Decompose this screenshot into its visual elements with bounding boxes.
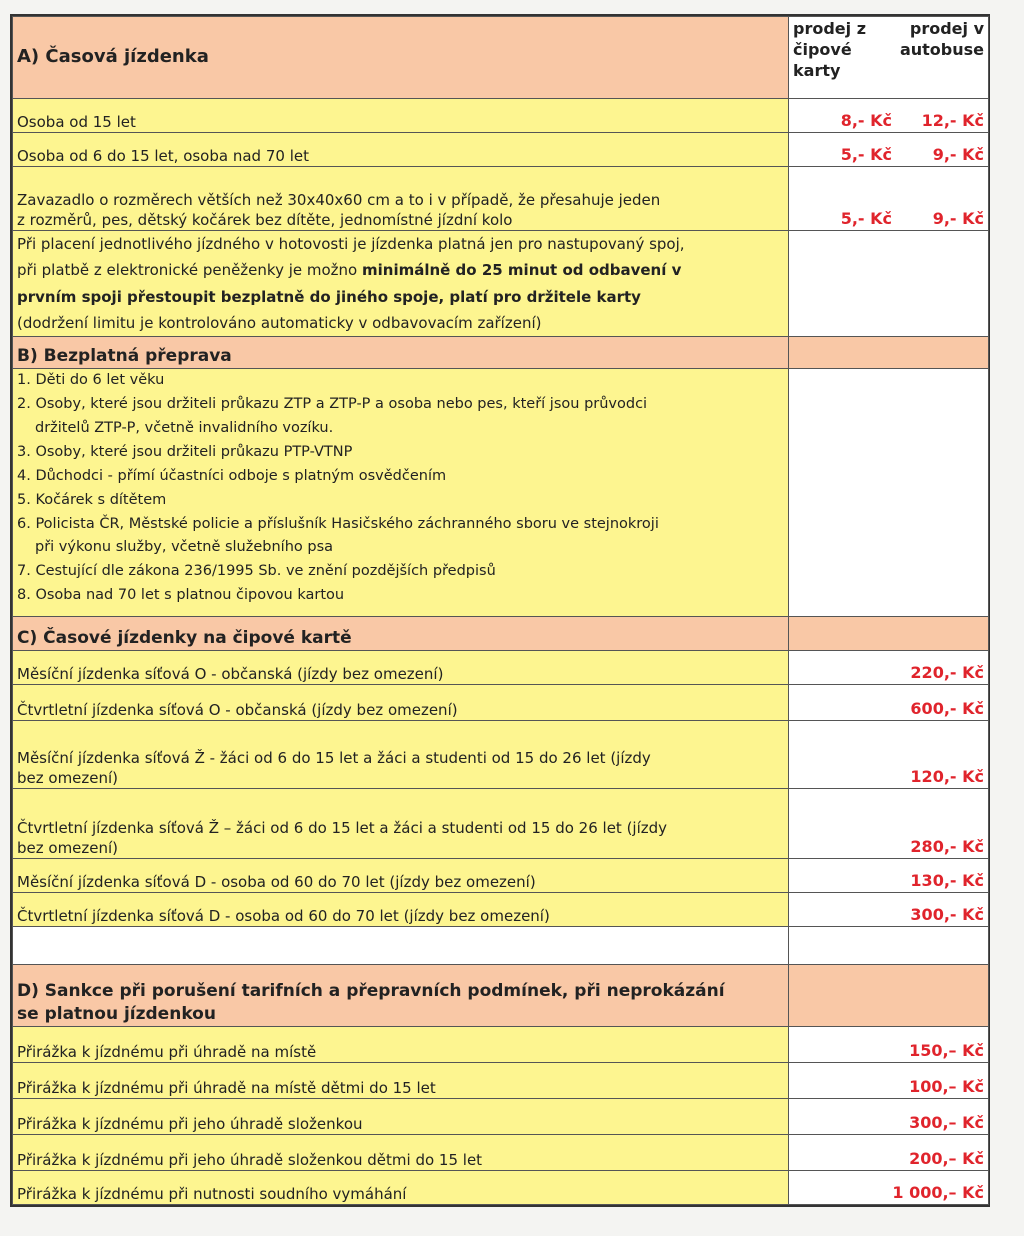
note-line: [17, 257, 784, 283]
header-row: [13, 17, 989, 99]
table-row: [13, 167, 989, 231]
header-fill: [789, 617, 989, 651]
tariff-sheet: [10, 14, 990, 1207]
section-b-header: [13, 337, 989, 369]
list-item: při výkonu služby, včetně služebního psa: [35, 539, 334, 556]
empty-cell: [789, 927, 989, 965]
row-label: Čtvrtletní jízdenka síťová D - osoba od 60 do 70 let (jízdy bez omezení): [13, 893, 789, 927]
section-d-title-line: se platnou jízdenkou: [17, 1004, 216, 1025]
empty-cell: [789, 231, 989, 337]
row-label-line: z rozměrů, pes, dětský kočárek bez dítěte, jednomístné jízdní kolo: [17, 210, 513, 229]
price-cell: 600,- Kč: [789, 685, 989, 721]
col-bus-l2: autobuse: [899, 39, 984, 59]
price-cell: [789, 99, 989, 133]
price-cell: [789, 133, 989, 167]
price-bus: 12,- Kč: [921, 111, 984, 131]
row-label-line: bez omezení): [17, 768, 119, 787]
note-line: Při placení jednotlivého jízdného v hotovosti je jízdenka platná jen pro nastupovaný spoj,: [17, 235, 685, 253]
list-item: držitelů ZTP-P, včetně invalidního vozíku.: [35, 419, 334, 436]
row-label: Přirážka k jízdnému při úhradě na místě dětmi do 15 let: [13, 1063, 789, 1099]
section-a-title: A) Časová jízdenka: [13, 17, 789, 99]
row-label-line: Čtvrtletní jízdenka síťová Ž – žáci od 6 do 15 let a žáci a studenti od 15 do 26 let (jízdy: [17, 818, 668, 837]
price-chip: 5,- Kč: [840, 209, 892, 229]
section-b-title: B) Bezplatná přeprava: [13, 337, 789, 369]
empty-cell: [13, 927, 789, 965]
free-transport-list: [13, 369, 789, 617]
table-row: [13, 1063, 989, 1099]
table-row: [13, 789, 989, 859]
price-chip: 5,- Kč: [840, 145, 892, 165]
price-cell: 150,– Kč: [789, 1027, 989, 1063]
list-item: 4. Důchodci - přímí účastníci odboje s platným osvědčením: [17, 467, 447, 484]
price-cell: 280,- Kč: [789, 789, 989, 859]
row-label-line: Zavazadlo o rozměrech větších než 30x40x60 cm a to i v případě, že přesahuje jeden: [17, 190, 661, 209]
list-item: 1. Děti do 6 let věku: [17, 372, 165, 388]
price-bus: 9,- Kč: [932, 209, 984, 229]
list-item: 7. Cestující dle zákona 236/1995 Sb. ve znění pozdějších předpisů: [17, 563, 496, 580]
row-label: Čtvrtletní jízdenka síťová O - občanská (jízdy bez omezení): [13, 685, 789, 721]
row-label: Přirážka k jízdnému při úhradě na místě: [13, 1027, 789, 1063]
price-cell: 220,- Kč: [789, 651, 989, 685]
col-chip-l2: čipové: [793, 39, 852, 59]
list-item: 5. Kočárek s dítětem: [17, 491, 167, 508]
row-label: Osoba od 15 let: [13, 99, 789, 133]
section-d-title-line: D) Sankce při porušení tarifních a přepravních podmínek, při neprokázání: [17, 981, 725, 1002]
row-label: Osoba od 6 do 15 let, osoba nad 70 let: [13, 133, 789, 167]
col-chip-l1: prodej z: [793, 19, 867, 38]
note-line: (dodržení limitu je kontrolováno automaticky v odbavovacím zařízení): [17, 313, 542, 332]
note-plain: při platbě z elektronické peněženky je možno: [17, 261, 362, 280]
table-row: [13, 859, 989, 893]
row-label: Přirážka k jízdnému při nutnosti soudního vymáhání: [13, 1171, 789, 1205]
table-row: [13, 1099, 989, 1135]
row-label: Měsíční jízdenka síťová O - občanská (jízdy bez omezení): [13, 651, 789, 685]
row-label: Měsíční jízdenka síťová D - osoba od 60 do 70 let (jízdy bez omezení): [13, 859, 789, 893]
column-headers: [789, 17, 989, 99]
free-transport-list-row: [13, 369, 989, 617]
table-row: [13, 721, 989, 789]
header-fill: [789, 337, 989, 369]
table-row: [13, 1027, 989, 1063]
section-d-header: [13, 965, 989, 1027]
note-row: [13, 231, 989, 337]
price-cell: 1 000,– Kč: [789, 1171, 989, 1205]
empty-cell: [789, 369, 989, 617]
row-label: Přirážka k jízdnému při jeho úhradě složenkou dětmi do 15 let: [13, 1135, 789, 1171]
list-item: 8. Osoba nad 70 let s platnou čipovou kartou: [17, 587, 345, 604]
tariff-table: [12, 16, 989, 1205]
table-row: [13, 893, 989, 927]
transfer-note: [13, 231, 789, 337]
row-label: [13, 721, 789, 789]
section-c-header: [13, 617, 989, 651]
price-cell: 100,– Kč: [789, 1063, 989, 1099]
price-cell: 120,- Kč: [789, 721, 989, 789]
section-c-title: C) Časové jízdenky na čipové kartě: [13, 617, 789, 651]
row-label-line: bez omezení): [17, 838, 119, 857]
price-cell: 300,– Kč: [789, 1099, 989, 1135]
price-cell: 300,- Kč: [789, 893, 989, 927]
table-row: [13, 651, 989, 685]
list-item: 3. Osoby, které jsou držiteli průkazu PTP-VTNP: [17, 443, 353, 460]
price-cell: 200,– Kč: [789, 1135, 989, 1171]
table-row: [13, 685, 989, 721]
price-cell: 130,- Kč: [789, 859, 989, 893]
header-fill: [789, 965, 989, 1027]
row-label: [13, 167, 789, 231]
table-row: [13, 1135, 989, 1171]
row-label: [13, 789, 789, 859]
price-cell: [789, 167, 989, 231]
table-row: [13, 133, 989, 167]
col-chip-l3: karty: [793, 60, 841, 80]
row-label: Přirážka k jízdnému při jeho úhradě složenkou: [13, 1099, 789, 1135]
price-bus: 9,- Kč: [932, 145, 984, 165]
list-item: 6. Policista ČR, Městské policie a příslušník Hasičského záchranného sboru ve stejnokroji: [17, 515, 659, 532]
note-line: prvním spoji přestoupit bezplatně do jiného spoje, platí pro držitele karty: [17, 287, 641, 306]
note-bold: minimálně do 25 minut od odbavení v: [362, 261, 682, 280]
table-row: [13, 1171, 989, 1205]
row-label-line: Měsíční jízdenka síťová Ž - žáci od 6 do 15 let a žáci a studenti od 15 do 26 let (jízdy: [17, 748, 651, 767]
price-chip: 8,- Kč: [840, 111, 892, 131]
table-row: [13, 99, 989, 133]
spacer-row: [13, 927, 989, 965]
section-d-title: [13, 965, 789, 1027]
col-bus-l1: prodej v: [909, 19, 984, 38]
list-item: 2. Osoby, které jsou držiteli průkazu ZTP a ZTP-P a osoba nebo pes, kteří jsou průvodci: [17, 395, 648, 412]
